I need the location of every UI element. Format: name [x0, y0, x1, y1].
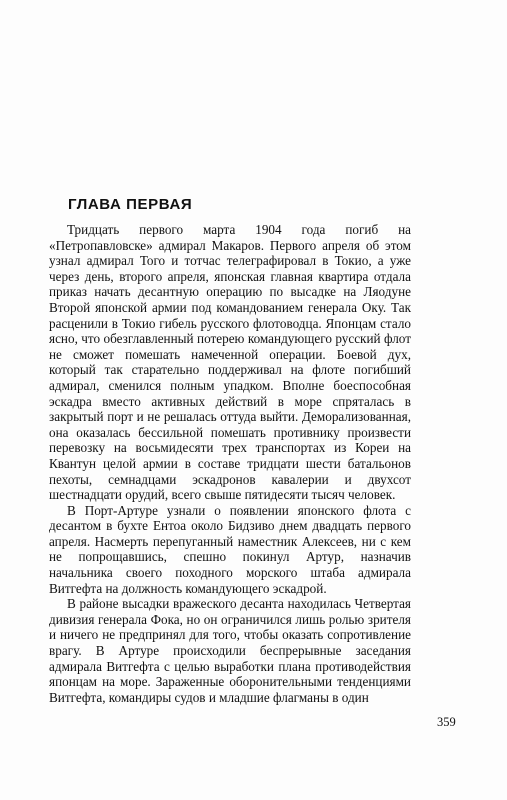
page-number: 359 [437, 715, 456, 729]
paragraph-1: Тридцать первого марта 1904 года погиб на «Петропавловске» адмирал Макаров. Первого апреля об этом узнал адмирал Того и тотчас телеграфировал в Токио, а уже через день, второго апреля, японская главная квартира отдала приказ начать десантную операцию по высадке на Ляодуне Второй японской армии под командованием генерала Оку. Так расценили в Токио гибель русского флотоводца. Японцам стало ясно, что обезглавленный потерею командующего русский флот не сможет помешать намеченной операции. Боевой дух, который так старательно поддерживал на флоте погибший адмирал, сменился полным упадком. Вполне боеспособная эскадра вместо активных действий в море спряталась в закрытый порт и не решалась оттуда выйти. Деморализованная, она оказалась бессильной помешать противнику произвести перевозку на восьмидесяти трех транспортах из Кореи на Квантун целой армии в составе тридцати шести батальонов пехоты, семнадцами эскадронов кавалерии и двухсот шестнадцати орудий, всего свыше пятидесяти тысяч человек. [49, 222, 411, 503]
body-text [49, 222, 411, 705]
chapter-title: ГЛАВА ПЕРВАЯ [68, 196, 193, 213]
paragraph-2: В Порт-Артуре узнали о появлении японского флота с десантом в бухте Ентоа около Бидзиво днем двадцать первого апреля. Насмерть перепуганный наместник Алексеев, ни с кем не попрощавшись, спешно покинул Артур, назначив начальника своего походного морского штаба адмирала Витгефта на должность командующего эскадрой. [49, 502, 411, 596]
paragraph-3: В районе высадки вражеского десанта находилась Четвертая дивизия генерала Фока, но он ограничился лишь ролью зрителя и ничего не предпринял для того, чтобы оказать сопротивление врагу. В Артуре происходили беспрерывные заседания адмирала Витгефта с целью выработки плана противодействия японцам на море. Зараженные оборонительными тенденциями Витгефта, командиры судов и младшие флагманы в один [49, 596, 411, 705]
